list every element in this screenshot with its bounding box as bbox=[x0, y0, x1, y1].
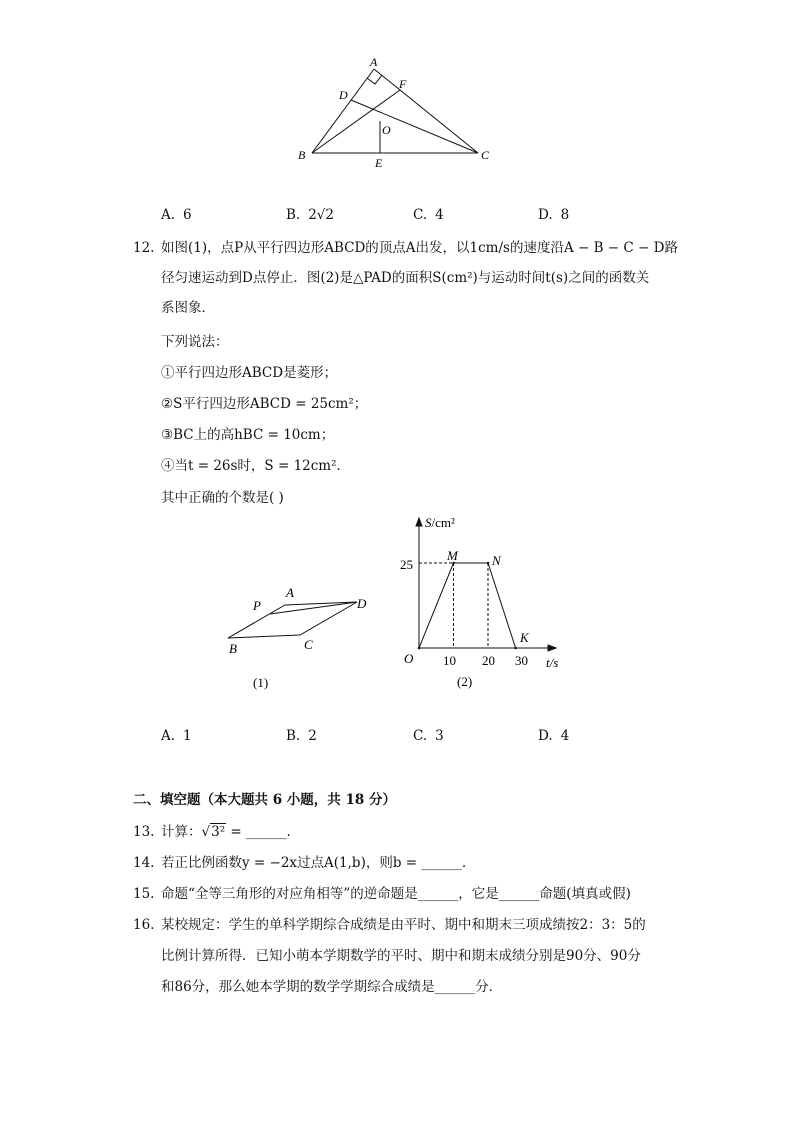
origin-label: O bbox=[404, 651, 414, 666]
option-letter: D. bbox=[538, 207, 553, 223]
label-C: C bbox=[304, 637, 313, 652]
q12-option-c[interactable] bbox=[413, 728, 444, 744]
x-tick-30: 30 bbox=[515, 653, 528, 668]
label-B: B bbox=[229, 641, 237, 656]
section-2-heading: 二、填空题（本大题共 6 小题，共 18 分） bbox=[133, 792, 396, 808]
q12-line-1: 如图(1)，点P从平行四边形ABCD的顶点A出发，以1cm/s的速度沿A − B − C − D路 bbox=[161, 240, 678, 256]
option-text: 8 bbox=[560, 207, 570, 223]
segment-DC bbox=[351, 100, 478, 153]
right-angle-mark bbox=[367, 75, 382, 84]
q13-text bbox=[161, 822, 291, 842]
point-label-K: K bbox=[520, 630, 529, 645]
q15-number: 15. bbox=[133, 886, 155, 902]
option-letter: C. bbox=[413, 207, 428, 223]
series-S-line bbox=[419, 563, 516, 648]
q16-line-1: 某校规定：学生的单科学期综合成绩是由平时、期中和期末三项成绩按2：3：5的 bbox=[161, 917, 646, 933]
label-B: B bbox=[298, 148, 306, 162]
label-A: A bbox=[286, 585, 294, 600]
data-point-0 bbox=[418, 647, 420, 649]
sqrt-icon: √ bbox=[201, 824, 211, 840]
q11-option-c[interactable] bbox=[413, 207, 444, 223]
y-axis-label: S/cm² bbox=[425, 515, 455, 530]
q11-option-a[interactable] bbox=[161, 207, 192, 223]
x-tick-20: 20 bbox=[482, 653, 495, 668]
label-D: D bbox=[339, 88, 348, 102]
q12-line-2: 径匀速运动到D点停止．图(2)是△PAD的面积S(cm²)与运动时间t(s)之间的函数关 bbox=[161, 270, 650, 286]
q12-option-b[interactable] bbox=[286, 728, 317, 744]
label-A: A bbox=[370, 55, 378, 69]
q12-question: 其中正确的个数是( ) bbox=[161, 490, 284, 506]
label-P: P bbox=[253, 598, 261, 613]
q12-statement-3: ③BC上的高hBC = 10cm； bbox=[161, 427, 335, 443]
q13-number: 13. bbox=[133, 824, 155, 840]
x-tick-10: 10 bbox=[443, 653, 456, 668]
q12-statement-1: ①平行四边形ABCD是菱形； bbox=[161, 365, 338, 381]
q12-line-3: 系图象． bbox=[161, 300, 215, 316]
option-text: 4 bbox=[435, 207, 444, 223]
q14-text: 若正比例函数y = −2x过点A(1,b)，则b = ______. bbox=[161, 855, 467, 871]
data-point-3 bbox=[515, 647, 517, 649]
q15-text: 命题“全等三角形的对应角相等”的逆命题是______，它是______命题(填真或假) bbox=[161, 886, 631, 902]
option-text: 1 bbox=[183, 728, 192, 744]
option-letter: D. bbox=[538, 728, 553, 744]
option-text: 6 bbox=[183, 207, 192, 223]
option-letter: A. bbox=[161, 728, 176, 744]
label-C: C bbox=[481, 148, 490, 162]
option-text: 3 bbox=[435, 728, 444, 744]
q12-statement-2: ②S平行四边形ABCD = 25cm²； bbox=[161, 396, 368, 412]
q14-number: 14. bbox=[133, 855, 155, 871]
figure-q12-graph bbox=[395, 508, 575, 698]
q16-line-2: 比例计算所得．已知小萌本学期数学的平时、期中和期末成绩分别是90分、90分 bbox=[161, 948, 641, 964]
label-E: E bbox=[375, 156, 383, 170]
label-F: F bbox=[399, 77, 407, 91]
q11-option-d[interactable] bbox=[538, 207, 569, 223]
figure-q11-triangle bbox=[290, 55, 505, 170]
q12-intro: 下列说法： bbox=[161, 334, 229, 350]
q16-line-3: 和86分，那么她本学期的数学学期综合成绩是______分． bbox=[161, 979, 503, 995]
q16-number: 16. bbox=[133, 917, 155, 933]
option-text: 4 bbox=[560, 728, 570, 744]
segment-BA bbox=[312, 69, 374, 153]
q12-option-d[interactable] bbox=[538, 728, 569, 744]
y-tick-25: 25 bbox=[400, 557, 413, 572]
q12-number: 12. bbox=[133, 240, 155, 256]
data-point-2 bbox=[487, 562, 489, 564]
caption-2: (2) bbox=[457, 674, 473, 689]
q11-option-b[interactable] bbox=[286, 207, 334, 223]
figure-q12-parallelogram bbox=[215, 580, 385, 695]
q13-radicand: 3² bbox=[211, 824, 226, 840]
q13-prefix: 计算： bbox=[161, 824, 202, 840]
option-text: 2 bbox=[308, 728, 317, 744]
segment-BF bbox=[312, 90, 400, 153]
x-axis-label: t/s bbox=[546, 655, 559, 670]
q13-suffix: = ______. bbox=[226, 824, 291, 840]
label-D: D bbox=[357, 596, 367, 611]
label-O: O bbox=[382, 123, 391, 137]
option-letter: A. bbox=[161, 207, 176, 223]
q12-option-a[interactable] bbox=[161, 728, 192, 744]
q12-statement-4: ④当t = 26s时，S = 12cm²． bbox=[161, 458, 351, 474]
segment-AC bbox=[374, 69, 478, 153]
point-label-N: N bbox=[492, 553, 501, 568]
option-letter: C. bbox=[413, 728, 428, 744]
y-axis-unit: /cm² bbox=[431, 515, 455, 530]
option-letter: B. bbox=[286, 728, 301, 744]
option-letter: B. bbox=[286, 207, 301, 223]
y-axis-arrow bbox=[416, 518, 422, 526]
x-axis-arrow bbox=[548, 645, 556, 651]
caption-1: (1) bbox=[253, 675, 269, 690]
point-label-M: M bbox=[447, 548, 458, 563]
parallelogram-ABCD bbox=[228, 602, 357, 638]
option-text: 2√2 bbox=[308, 207, 334, 223]
